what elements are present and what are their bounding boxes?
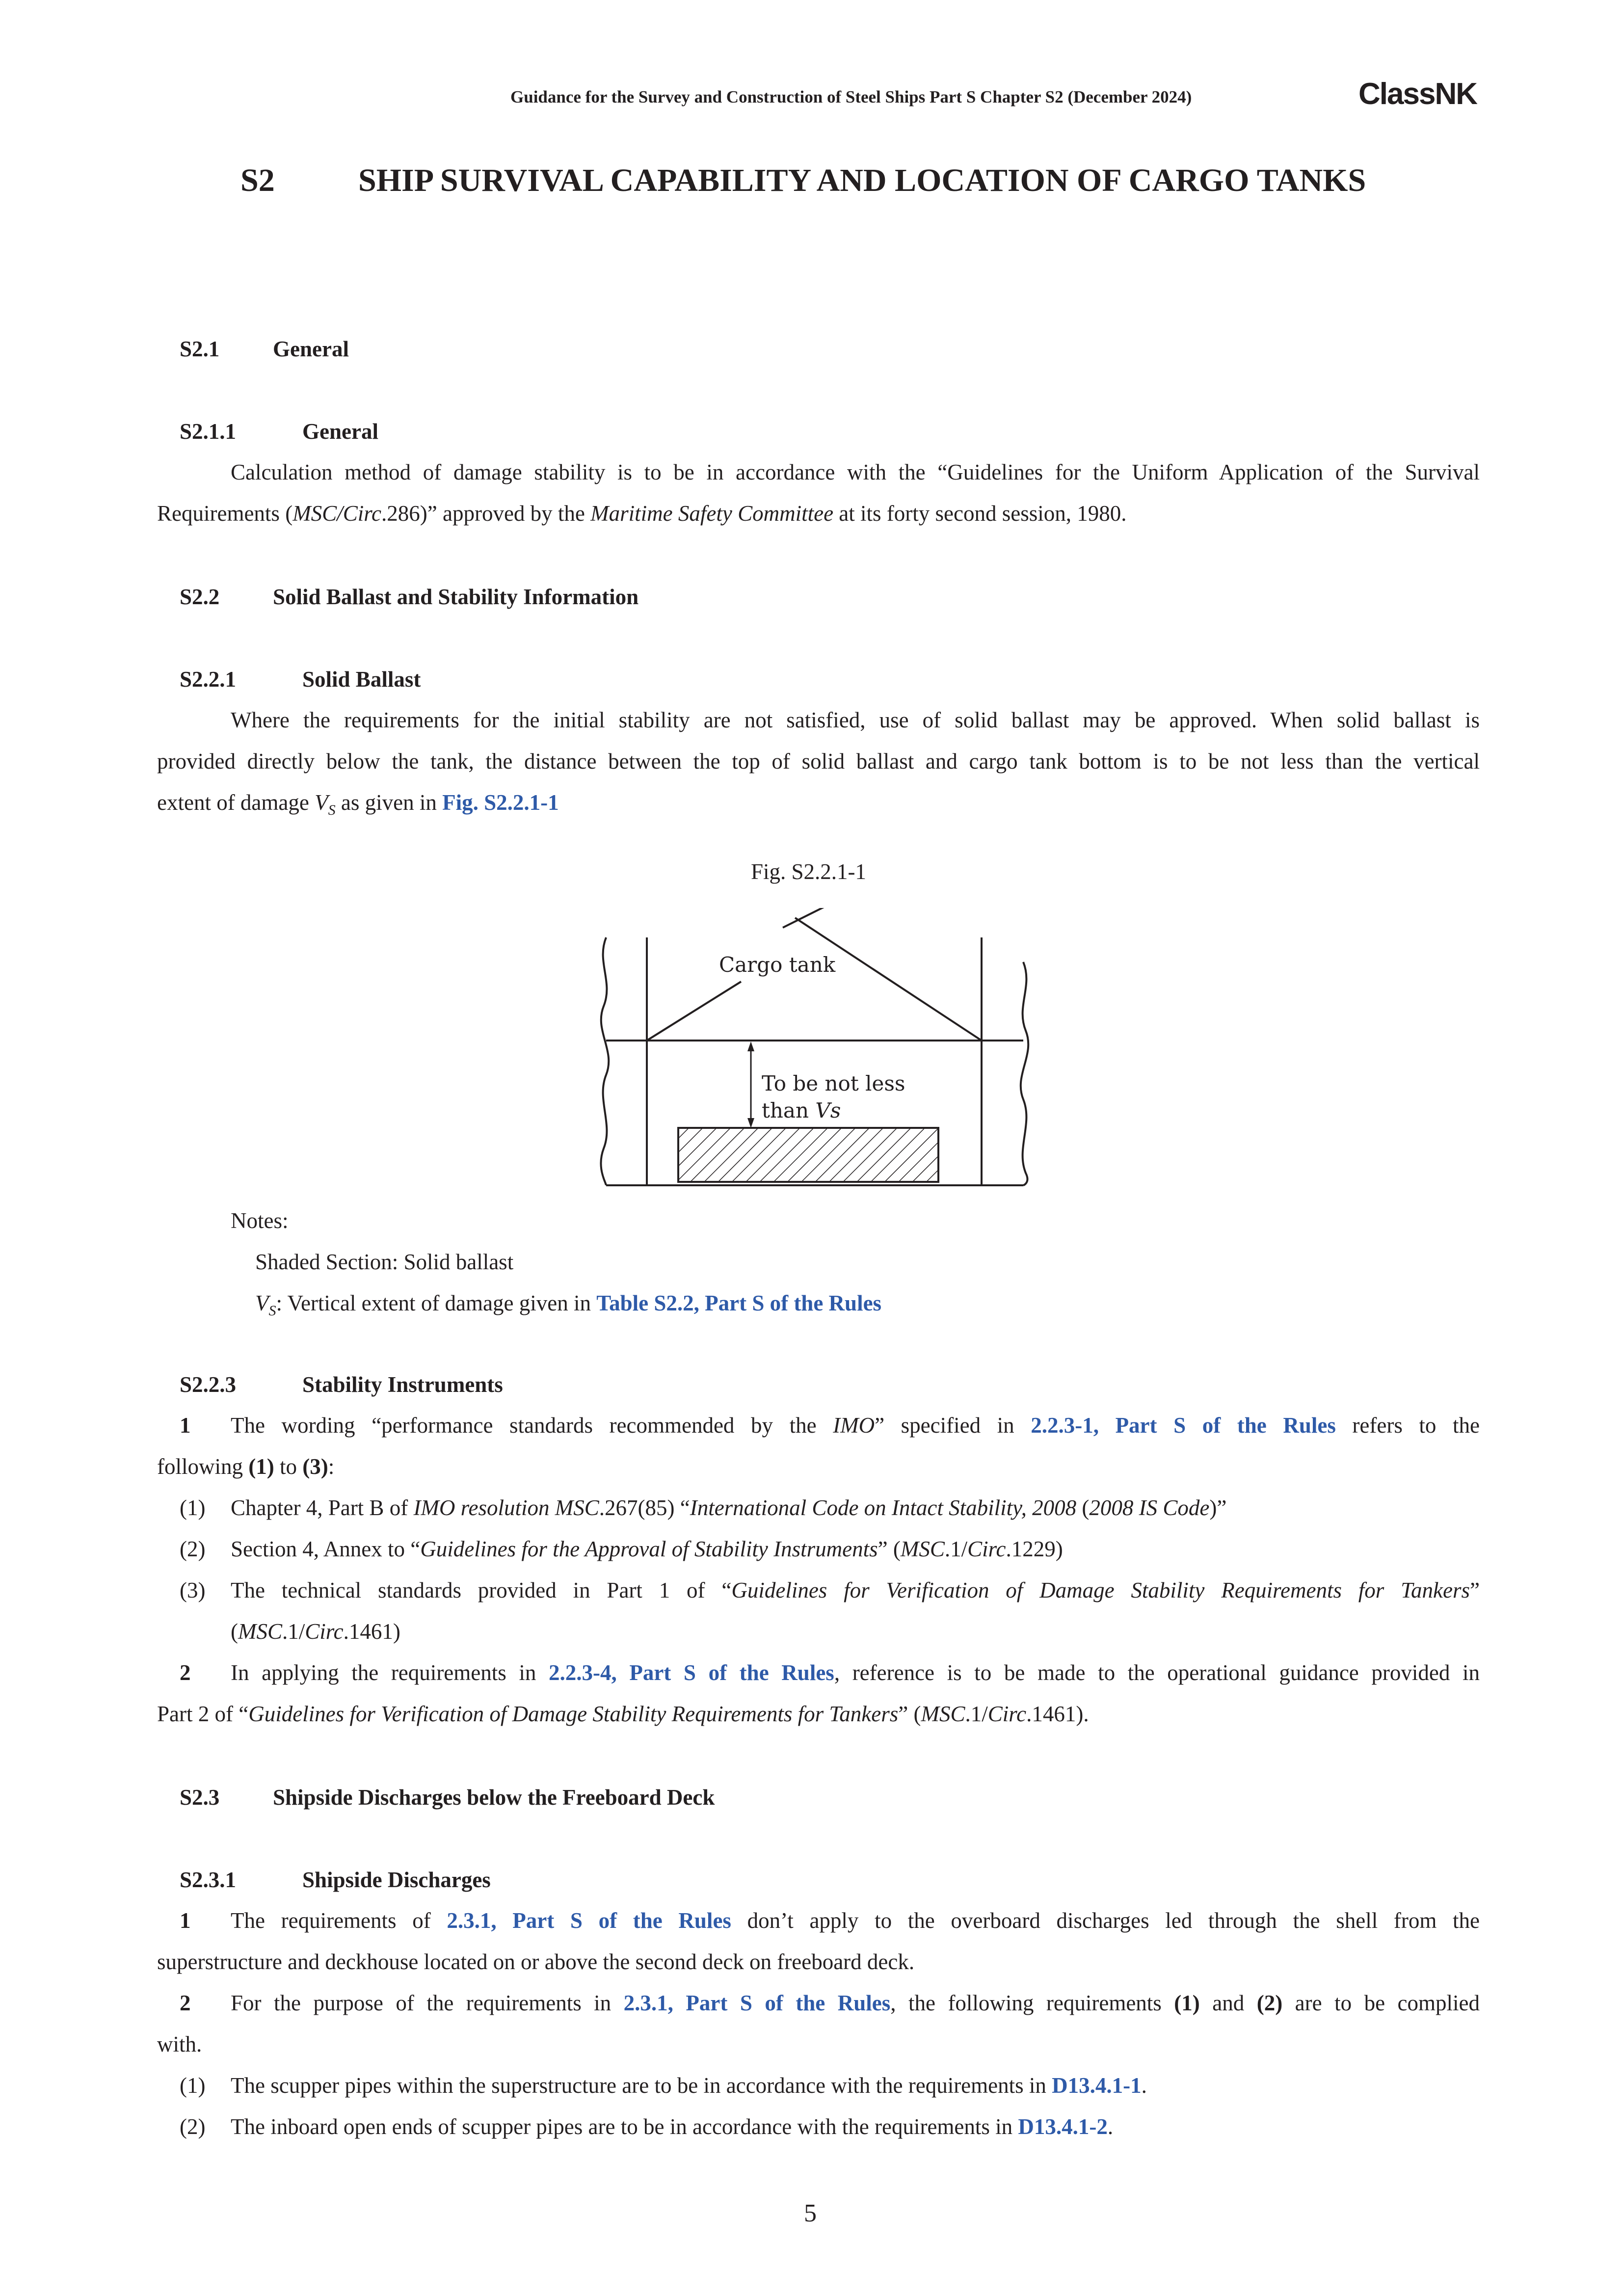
section-title: Shipside Discharges below the Freeboard Deck	[273, 1785, 715, 1810]
paragraph-line: superstructure and deckhouse located on or above the second deck on freeboard deck.	[157, 1949, 915, 1974]
rule-link[interactable]: D13.4.1-1	[1052, 2073, 1142, 2098]
paragraph-number: 1	[180, 1413, 191, 1438]
item-text: (MSC.1/Circ.1461)	[231, 1619, 400, 1644]
hull-wave-left	[601, 937, 609, 1185]
paragraph-number: 2	[180, 1660, 191, 1685]
rule-link[interactable]: D13.4.1-2	[1018, 2114, 1108, 2139]
rule-link[interactable]: 2.3.1, Part S of the Rules	[623, 1991, 891, 2015]
subsection-number: S2.1.1	[180, 419, 237, 444]
item-number: (1)	[180, 1495, 206, 1520]
item-number: (2)	[180, 2114, 206, 2139]
paragraph-line: In applying the requirements in 2.2.3-4, Part S of the Rules, reference is to be made to the operational guidance provided in	[231, 1660, 1480, 1685]
rule-link[interactable]: 2.2.3-1, Part S of the Rules	[1031, 1413, 1336, 1438]
paragraph-line: provided directly below the tank, the distance between the top of solid ballast and cargo tank bottom is to be not less than the vertical	[157, 749, 1480, 774]
section-number: S2.3	[180, 1785, 220, 1810]
rule-link[interactable]: 2.2.3-4, Part S of the Rules	[548, 1660, 834, 1685]
item-text: The scupper pipes within the superstructure are to be in accordance with the requirements in D13.4.1-1.	[231, 2073, 1147, 2098]
paragraph-line: Where the requirements for the initial stability are not satisfied, use of solid ballast may be approved. When solid ballast is	[231, 708, 1480, 732]
page-number: 5	[804, 2199, 817, 2227]
section-title: General	[273, 337, 349, 361]
subsection-title: General	[302, 419, 378, 444]
cargo-tank-label: Cargo tank	[719, 953, 836, 977]
figure-caption: Fig. S2.2.1-1	[751, 859, 867, 884]
chapter-number: S2	[240, 162, 275, 198]
paragraph-number: 2	[180, 1991, 191, 2015]
hull-wave-right	[1021, 962, 1029, 1185]
arrow-head-bottom	[747, 1118, 754, 1128]
subsection-number: S2.2.3	[180, 1372, 237, 1397]
paragraph-line: Requirements (MSC/Circ.286)” approved by the Maritime Safety Committee at its forty second session, 1980.	[157, 501, 1127, 526]
notes-heading: Notes:	[231, 1208, 289, 1233]
rule-link[interactable]: 2.3.1, Part S of the Rules	[447, 1908, 731, 1933]
subsection-title: Shipside Discharges	[302, 1868, 491, 1892]
subsection-title: Solid Ballast	[302, 667, 421, 692]
item-text: Section 4, Annex to “Guidelines for the Approval of Stability Instruments” (MSC.1/Circ.1229)	[231, 1537, 1063, 1561]
roof-line	[795, 918, 982, 1041]
paragraph-line: extent of damage $V_S$ as given in Fig. S2.2.1-1	[157, 790, 559, 818]
item-text: The technical standards provided in Part 1 of “Guidelines for Verification of Damage Stability Requirements for Tankers”	[231, 1578, 1480, 1602]
paragraph-number: 1	[180, 1908, 191, 1933]
paragraph-line: Part 2 of “Guidelines for Verification of Damage Stability Requirements for Tankers” (MSC.1/Circ.1461).	[157, 1702, 1089, 1726]
roof-cross	[783, 908, 832, 928]
dimension-label-line1: To be not less	[762, 1071, 905, 1095]
item-number: (1)	[180, 2073, 206, 2098]
paragraph-line: following (1) to (3):	[157, 1454, 335, 1479]
paragraph-line: The wording “performance standards recommended by the IMO” specified in 2.2.3-1, Part S of the Rules refers to the	[231, 1413, 1480, 1438]
paragraph-line: The requirements of 2.3.1, Part S of the Rules don’t apply to the overboard discharges led through the shell from the	[231, 1908, 1480, 1933]
item-text: Chapter 4, Part B of IMO resolution MSC.267(85) “International Code on Intact Stability, 2008 (2008 IS Code)”	[231, 1495, 1227, 1520]
paragraph-line: with.	[157, 2032, 202, 2056]
section-number: S2.2	[180, 585, 220, 609]
solid-ballast-block	[678, 1128, 938, 1182]
paragraph-line: For the purpose of the requirements in 2.3.1, Part S of the Rules, the following requirements (1) and (2) are to be complied	[231, 1991, 1480, 2015]
arrow-head-top	[747, 1041, 754, 1051]
figure-link[interactable]: Fig. S2.2.1-1	[442, 790, 559, 815]
item-number: (3)	[180, 1578, 206, 1602]
item-number: (2)	[180, 1537, 206, 1561]
classnk-logo: ClassNK	[1358, 77, 1477, 111]
section-title: Solid Ballast and Stability Information	[273, 585, 639, 609]
leader-line	[647, 982, 741, 1041]
subsection-number: S2.2.1	[180, 667, 237, 692]
dimension-label-line2: than Vs	[762, 1098, 841, 1122]
table-link[interactable]: Table S2.2, Part S of the Rules	[596, 1291, 882, 1315]
note-shaded: Shaded Section: Solid ballast	[255, 1250, 514, 1274]
item-text: The inboard open ends of scupper pipes are to be in accordance with the requirements in D13.4.1-2.	[231, 2114, 1114, 2139]
cargo-tank-figure	[589, 908, 1040, 1198]
subsection-number: S2.3.1	[180, 1868, 237, 1892]
subsection-title: Stability Instruments	[302, 1372, 503, 1397]
note-vs: $V_S$: Vertical extent of damage given in Table S2.2, Part S of the Rules	[255, 1291, 882, 1319]
section-number: S2.1	[180, 337, 220, 361]
chapter-title: SHIP SURVIVAL CAPABILITY AND LOCATION OF CARGO TANKS	[358, 162, 1366, 198]
running-header: Guidance for the Survey and Construction of Steel Ships Part S Chapter S2 (December 2024)	[510, 87, 1192, 107]
paragraph-line: Calculation method of damage stability is to be in accordance with the “Guidelines for the Uniform Application of the Survival	[231, 460, 1480, 484]
